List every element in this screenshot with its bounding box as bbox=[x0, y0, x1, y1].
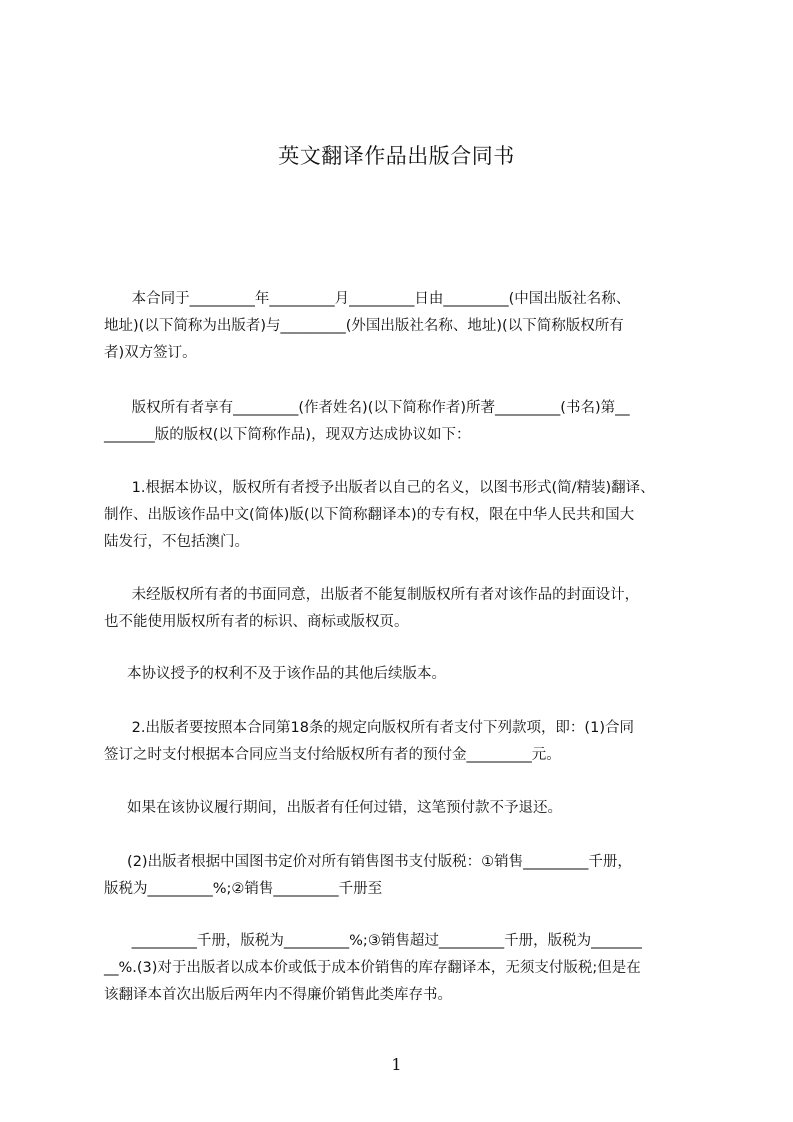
paragraph-advance-nonrefundable bbox=[104, 795, 704, 822]
text-line: 未经版权所有者的书面同意，出版者不能复制版权所有者对该作品的封面设计， bbox=[104, 587, 640, 603]
text-line: 制作、出版该作品中文(简体)版(以下简称翻译本)的专有权，限在中华人民共和国大 bbox=[104, 507, 635, 523]
paragraph-cover-restriction bbox=[104, 582, 704, 636]
text-line: 1.根据本协议，版权所有者授予出版者以自己的名义，以图书形式(简/精装)翻译、 bbox=[104, 480, 655, 496]
paragraph-contract-date bbox=[104, 286, 704, 367]
text-line: 版税为_________%;②销售_________千册至 bbox=[104, 881, 383, 897]
paragraph-copyright-holder bbox=[104, 395, 704, 449]
text-line: 版权所有者享有_________(作者姓名)(以下简称作者)所著_________(书名)第__ bbox=[104, 400, 630, 416]
paragraph-royalty-rates bbox=[104, 849, 704, 903]
text-line: _________千册，版税为_________%;③销售超过_________千册，版税为_______ bbox=[104, 933, 642, 949]
paragraph-clause-1 bbox=[104, 475, 704, 556]
paragraph-clause-2 bbox=[104, 715, 704, 769]
text-line: 也不能使用版权所有者的标识、商标或版权页。 bbox=[104, 614, 409, 630]
text-line: 本合同于_________年_________月_________日由_________(中国出版社名称、 bbox=[104, 291, 631, 307]
paragraph-rights-scope bbox=[104, 661, 704, 688]
text-line: 陆发行，不包括澳门。 bbox=[104, 534, 249, 550]
text-line: 本协议授予的权利不及于该作品的其他后续版本。 bbox=[104, 666, 447, 682]
paragraph-royalty-tiers bbox=[104, 928, 704, 1009]
text-line: 签订之时支付根据本合同应当支付给版权所有者的预付金_________元。 bbox=[104, 747, 561, 763]
page-number: 1 bbox=[391, 1055, 402, 1074]
text-line: 地址)(以下简称为出版者)与_________(外国出版社名称、地址)(以下简称版权所有 bbox=[104, 318, 624, 334]
text-line: 者)双方签订。 bbox=[104, 345, 197, 361]
document-title: 英文翻译作品出版合同书 bbox=[278, 144, 515, 168]
text-line: 2.出版者要按照本合同第18条的规定向版权所有者支付下列款项，即：(1)合同 bbox=[104, 720, 634, 736]
text-line: __%.(3)对于出版者以成本价或低于成本价销售的库存翻译本，无须支付版税;但是在 bbox=[104, 960, 641, 976]
text-line: 如果在该协议履行期间，出版者有任何过错，这笔预付款不予退还。 bbox=[104, 800, 563, 816]
text-line: (2)出版者根据中国图书定价对所有销售图书支付版税：①销售_________千册， bbox=[104, 854, 632, 870]
text-line: 该翻译本首次出版后两年内不得廉价销售此类库存书。 bbox=[104, 987, 452, 1003]
text-line: _______版的版权(以下简称作品)，现双方达成协议如下： bbox=[104, 427, 471, 443]
